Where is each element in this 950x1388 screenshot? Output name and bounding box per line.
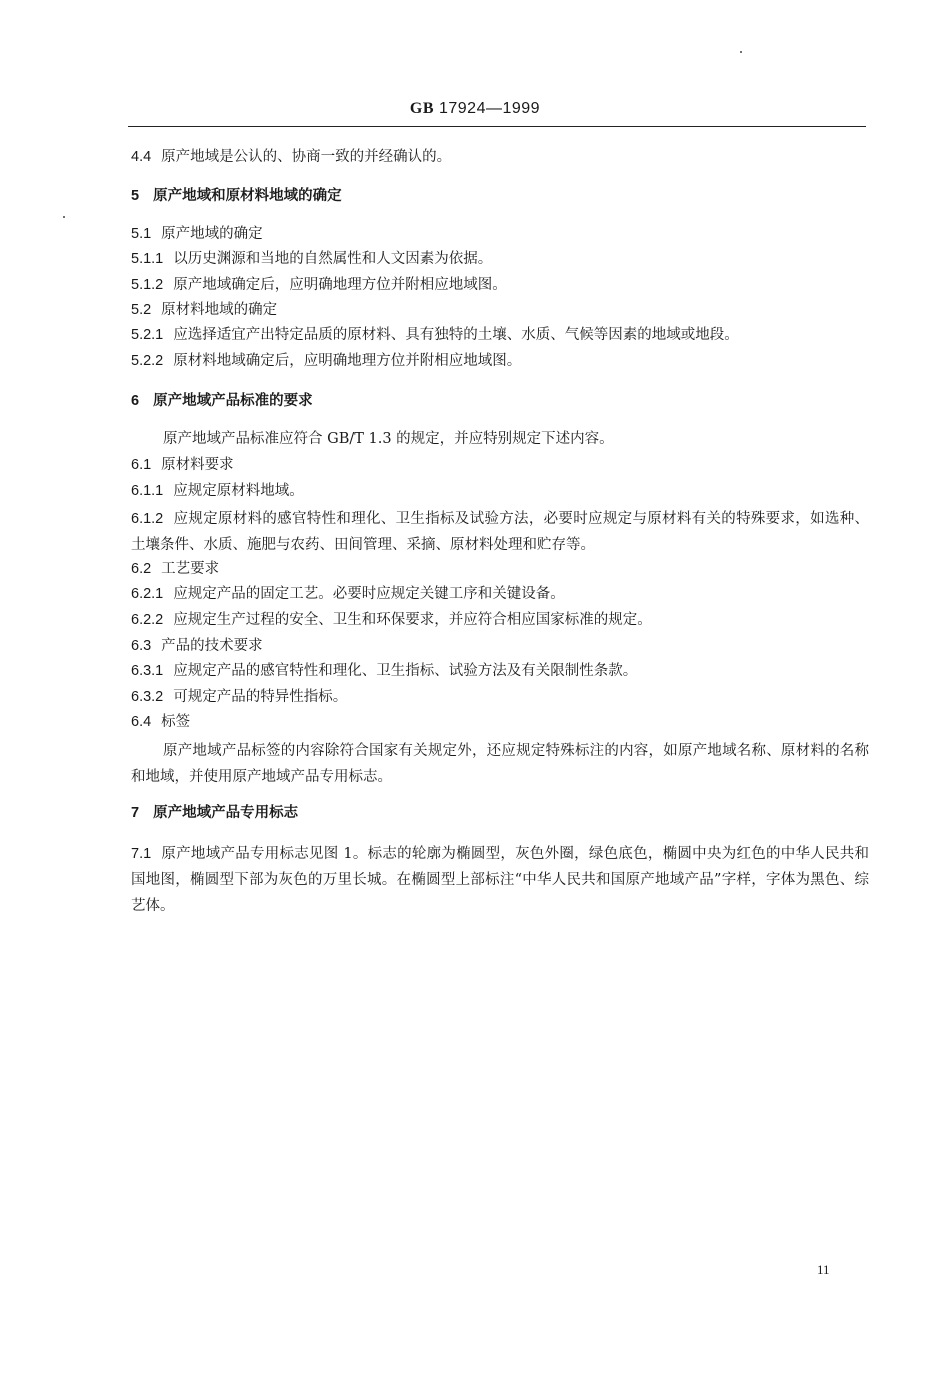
section-heading-6: 6 原产地域产品标准的要求	[131, 393, 313, 409]
clause-6-4: 6.4 标签	[131, 714, 191, 730]
scan-speck	[740, 51, 742, 53]
scan-speck	[63, 216, 65, 218]
standard-code: 17924—1999	[438, 100, 541, 117]
clause-4-4: 4.4 原产地域是公认的、协商一致的并经确认的。	[131, 149, 452, 165]
paragraph-6-intro: 原产地域产品标准应符合 GB/T 1.3 的规定，并应特别规定下述内容。	[163, 431, 614, 447]
page-number: 11	[817, 1262, 830, 1277]
clause-6-1-2: 6.1.2 应规定原材料的感官特性和理化、卫生指标及试验方法，必要时应规定与原材料有关的特殊要求，如选种、土壤条件、水质、施肥与农药、田间管理、采摘、原材料处理和贮存等。	[131, 511, 869, 553]
clause-5-1-2: 5.1.2 原产地域确定后，应明确地理方位并附相应地域图。	[131, 277, 507, 293]
clause-6-2-2: 6.2.2 应规定生产过程的安全、卫生和环保要求，并应符合相应国家标准的规定。	[131, 612, 652, 628]
clause-6-3: 6.3 产品的技术要求	[131, 638, 263, 654]
paragraph-6-4: 原产地域产品标签的内容除符合国家有关规定外，还应规定特殊标注的内容，如原产地域名称、原材料的名称和地域，并使用原产地域产品专用标志。	[131, 743, 869, 785]
clause-5-1-1: 5.1.1 以历史渊源和当地的自然属性和人文因素为依据。	[131, 251, 493, 267]
clause-6-3-1: 6.3.1 应规定产品的感官特性和理化、卫生指标、试验方法及有关限制性条款。	[131, 663, 638, 679]
standard-prefix: GB	[409, 100, 435, 117]
clause-5-2-2: 5.2.2 原材料地域确定后，应明确地理方位并附相应地域图。	[131, 353, 522, 369]
clause-6-2-1: 6.2.1 应规定产品的固定工艺。必要时应规定关键工序和关键设备。	[131, 586, 565, 602]
section-heading-7: 7 原产地域产品专用标志	[131, 805, 299, 821]
clause-6-2: 6.2 工艺要求	[131, 561, 220, 577]
clause-6-3-2: 6.3.2 可规定产品的特异性指标。	[131, 689, 348, 705]
clause-5-1: 5.1 原产地域的确定	[131, 226, 263, 242]
clause-5-2: 5.2 原材料地域的确定	[131, 302, 278, 318]
header-rule	[128, 126, 866, 127]
section-heading-5: 5 原产地域和原材料地域的确定	[131, 188, 342, 204]
clause-5-2-1: 5.2.1 应选择适宜产出特定品质的原材料、具有独特的土壤、水质、气候等因素的地域或地段。	[131, 327, 739, 343]
page-header	[0, 100, 950, 118]
clause-6-1-1: 6.1.1 应规定原材料地域。	[131, 483, 304, 499]
clause-6-1: 6.1 原材料要求	[131, 457, 234, 473]
clause-7-1: 7.1 原产地域产品专用标志见图 1。标志的轮廓为椭圆型，灰色外圈，绿色底色，椭圆中央为红色的中华人民共和国地图，椭圆型下部为灰色的万里长城。在椭圆型上部标注“中华人民共和国原产地域产品”字样，字体为黑色、综艺体。	[131, 846, 869, 914]
